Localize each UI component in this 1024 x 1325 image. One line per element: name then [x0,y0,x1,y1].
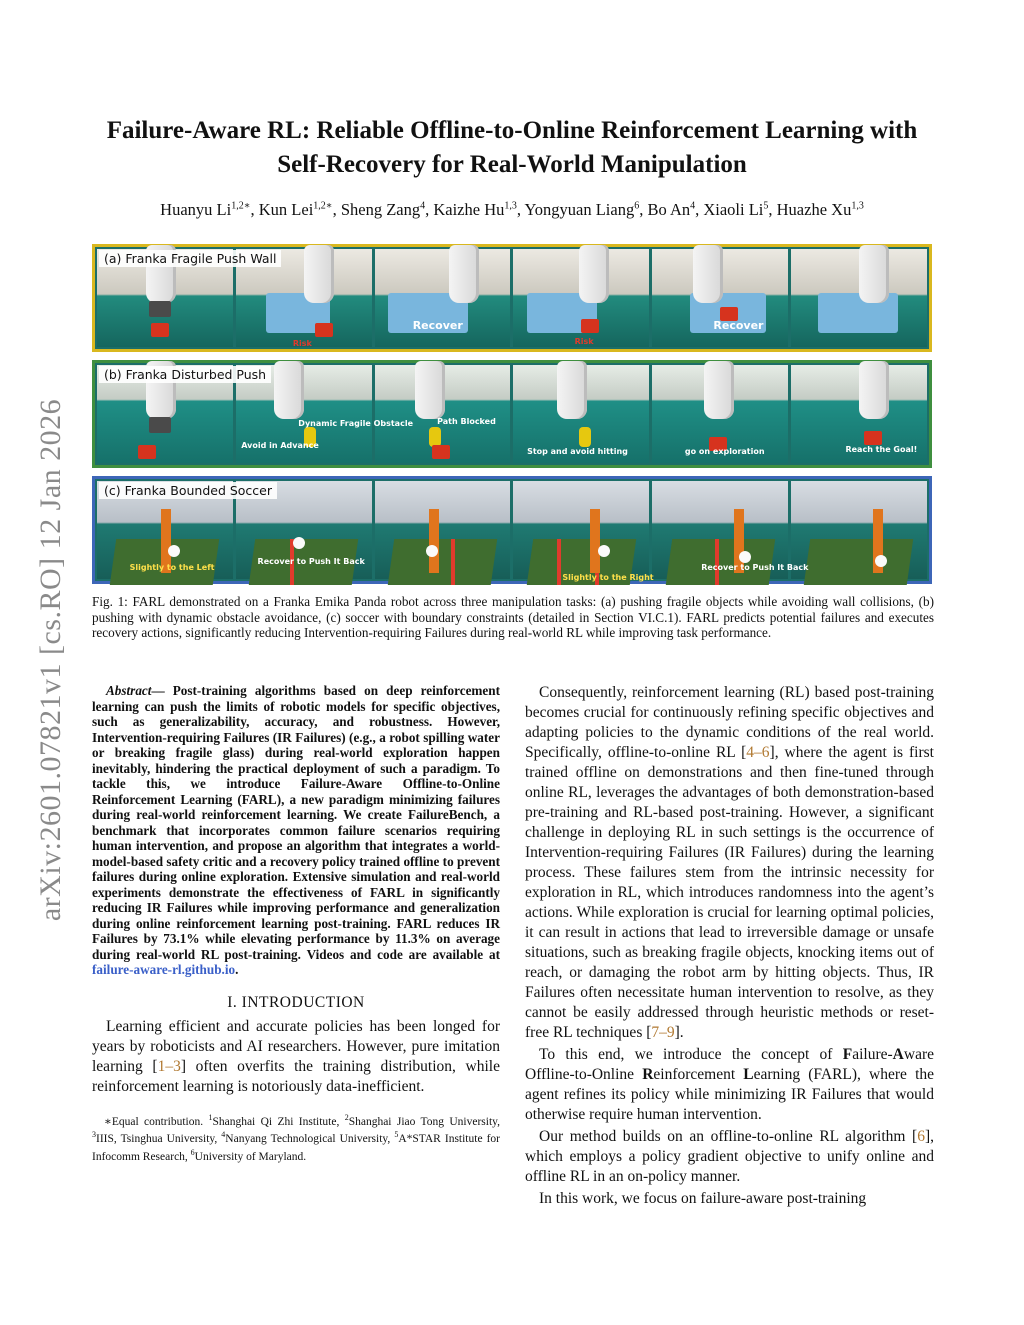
citation-link[interactable]: 1–3 [157,1057,181,1075]
figure-panel-bounded-soccer [92,476,932,584]
figure-1 [92,244,932,584]
photo-frame [791,249,927,347]
photo-frame [375,249,511,347]
annotation-recover: Recover to Push It Back [701,563,809,572]
annotation-risk: Risk [574,337,594,346]
figure-caption: Fig. 1: FARL demonstrated on a Franka Emika Panda robot across three manipulation tasks: (a) pushing fragile objects while avoiding wall collisions, (b) pushing with dynamic obstacle avoidance, (c) soccer with boundary constraints (detailed in Section VI.C.1). FARL predicts potential failures and executes recovery actions, significantly reducing Intervention-requiring Failures during real-world RL while improving task performance. [92,594,934,641]
project-link[interactable]: failure-aware-rl.github.io [92,962,236,977]
figure-panel-push-wall [92,244,932,352]
body-paragraph: To this end, we introduce the concept of Failure-Aware Offline-to-Online Reinforcement Learning (FARL), where the agent refines its policy while minimizing IR Failures that would otherwise require human intervention. [525,1046,934,1123]
abstract: Abstract— Post-training algorithms based on deep reinforcement learning can push the limits of robotic models for specific objectives, such as generalizability, accuracy, and robustness. However, Intervention-requiring Failures (IR Failures) (e.g., a robot spilling water or breaking fragile glass) during real-world exploration happen inevitably, hindering the practical deployment of such a paradigm. To tackle this, we introduce Failure-Aware Offline-to-Online Reinforcement Learning (FARL), a new paradigm minimizing failures during real-world reinforcement learning. We create FailureBench, a benchmark that incorporates common failure scenarios requiring human intervention, and propose an algorithm that integrates a world-model-based safety critic and a recovery policy trained offline to prevent failures during online exploration. Extensive simulation and real-world experiments demonstrate the effectiveness of FARL in significantly reducing IR Failures while improving performance and generalization during online reinforcement learning post-training. FARL reduces IR Failures by 73.1% while elevating performance by 11.3% on average during real-world RL post-training. Videos and code are available at failure-aware-rl.github.io. [92,683,500,977]
photo-frame [375,365,511,463]
photo-frame [791,365,927,463]
photo-frame [652,249,788,347]
annotation-risk: Risk [292,339,312,348]
annotation-goal: Reach the Goal! [845,445,918,454]
figure-panel-disturbed-push [92,360,932,468]
author: Kaizhe Hu$^{1,3}$, [433,200,525,219]
author: Huanyu $Li^{1,2∗}$, [160,200,259,219]
right-column [525,683,934,1211]
author: Sheng Zang$^4$, [340,200,434,219]
photo-frame [375,481,511,579]
author: Kun Lei$^{1,2∗}$, [258,200,341,219]
photo-frame [513,365,649,463]
body-paragraph: Our method builds on an offline-to-online RL algorithm [6], which employs a policy gradient objective to unify online and offline RL in an on-policy manner. [525,1128,934,1185]
section-heading: I. INTRODUCTION [227,993,365,1011]
annotation-recover: Recover to Push It Back [257,557,365,566]
author: Xiaoli Li$^5$, [703,200,777,219]
photo-frame [791,481,927,579]
arxiv-id: arXiv:2601.07821v1 [cs.RO] 12 Jan 2026 [34,398,67,922]
annotation-explore: go on exploration [684,447,765,456]
author: Yongyuan Liang$^6$, [524,200,648,219]
photo-frame [652,365,788,463]
annotation-avoid: Avoid in Advance [241,441,319,450]
annotation-right: Slightly to the Right [562,573,654,582]
author: Huazhe Xu$^{1,3}$ [776,200,864,219]
citation-link[interactable]: 4–6 [746,744,770,761]
photo-frame [652,481,809,579]
panel-label: (c) Franka Bounded Soccer [99,482,277,499]
body-paragraph: In this work, we focus on failure-aware post-training [539,1190,867,1207]
photo-frame [513,481,654,582]
arxiv-stamp [22,360,80,960]
body-paragraph: Consequently, reinforcement learning (RL) based post-training becomes crucial for continuously refining specific objectives and adapting policies to the dynamic conditions of the real world. Specifically, offline-to-online RL [4–6], where the agent is first trained offline on demonstrations and then fine-tuned through online RL, leverages the advantages of both demonstration-based pre-training and RL-based post-training. However, a significant challenge in deploying RL in such settings is the occurrence of Intervention-requiring Failures (IR Failures) during the learning process. These failures stem from the intrinsic necessity for exploration in RL, which introduces randomness into the agent’s actions. While exploration is crucial for learning optimal policies, it can result in actions that lead to irreversible damage or unsafe situations, such as breaking fragile objects, knocking items out of reach, or damaging the robot arm by hitting objects. Thus, IR Failures often necessitate human intervention to resolve, as they cannot be easily addressed through heuristic methods or reset-free RL techniques [7–9]. [525,684,934,1041]
footnote: ∗Equal contribution. $^1$Shanghai Qi Zhi Institute, $^2$Shanghai Jiao Tong University, $^3$IIIS, Tsinghua University, $^4$Nanyang Technological University, $^5$A*STAR Institute for Infocomm Research, $^6$University of Maryland. [92,1112,501,1163]
author-list [80,200,944,220]
paper-title: Failure-Aware RL: Reliable Offline-to-Online Reinforcement Learning with Self-Recovery for Real-World Manipulation [106,117,918,178]
annotation-recover: Recover [713,319,764,332]
intro-paragraph: Learning efficient and accurate policies has been longed for years by roboticists and AI researchers. However, pure imitation learning [1–3] often overfits the training distribution, while reinforcement learning is notoriously data-inefficient. [92,1017,500,1095]
annotation-recover: Recover [412,319,463,332]
citation-link[interactable]: 7–9 [651,1024,675,1041]
panel-label: (a) Franka Fragile Push Wall [99,250,281,267]
photo-frame [513,249,649,347]
citation-link[interactable]: 6 [917,1128,925,1145]
panel-label: (b) Franka Disturbed Push [99,366,271,383]
annotation-stop: Stop and avoid hitting [527,447,628,456]
author: Bo An$^4$, [647,200,704,219]
annotation-obstacle: Dynamic Fragile Obstacle [298,419,413,428]
annotation-path-blocked: Path Blocked [437,417,496,426]
annotation-left: Slightly to the Left [129,563,215,572]
left-column [92,683,500,1164]
